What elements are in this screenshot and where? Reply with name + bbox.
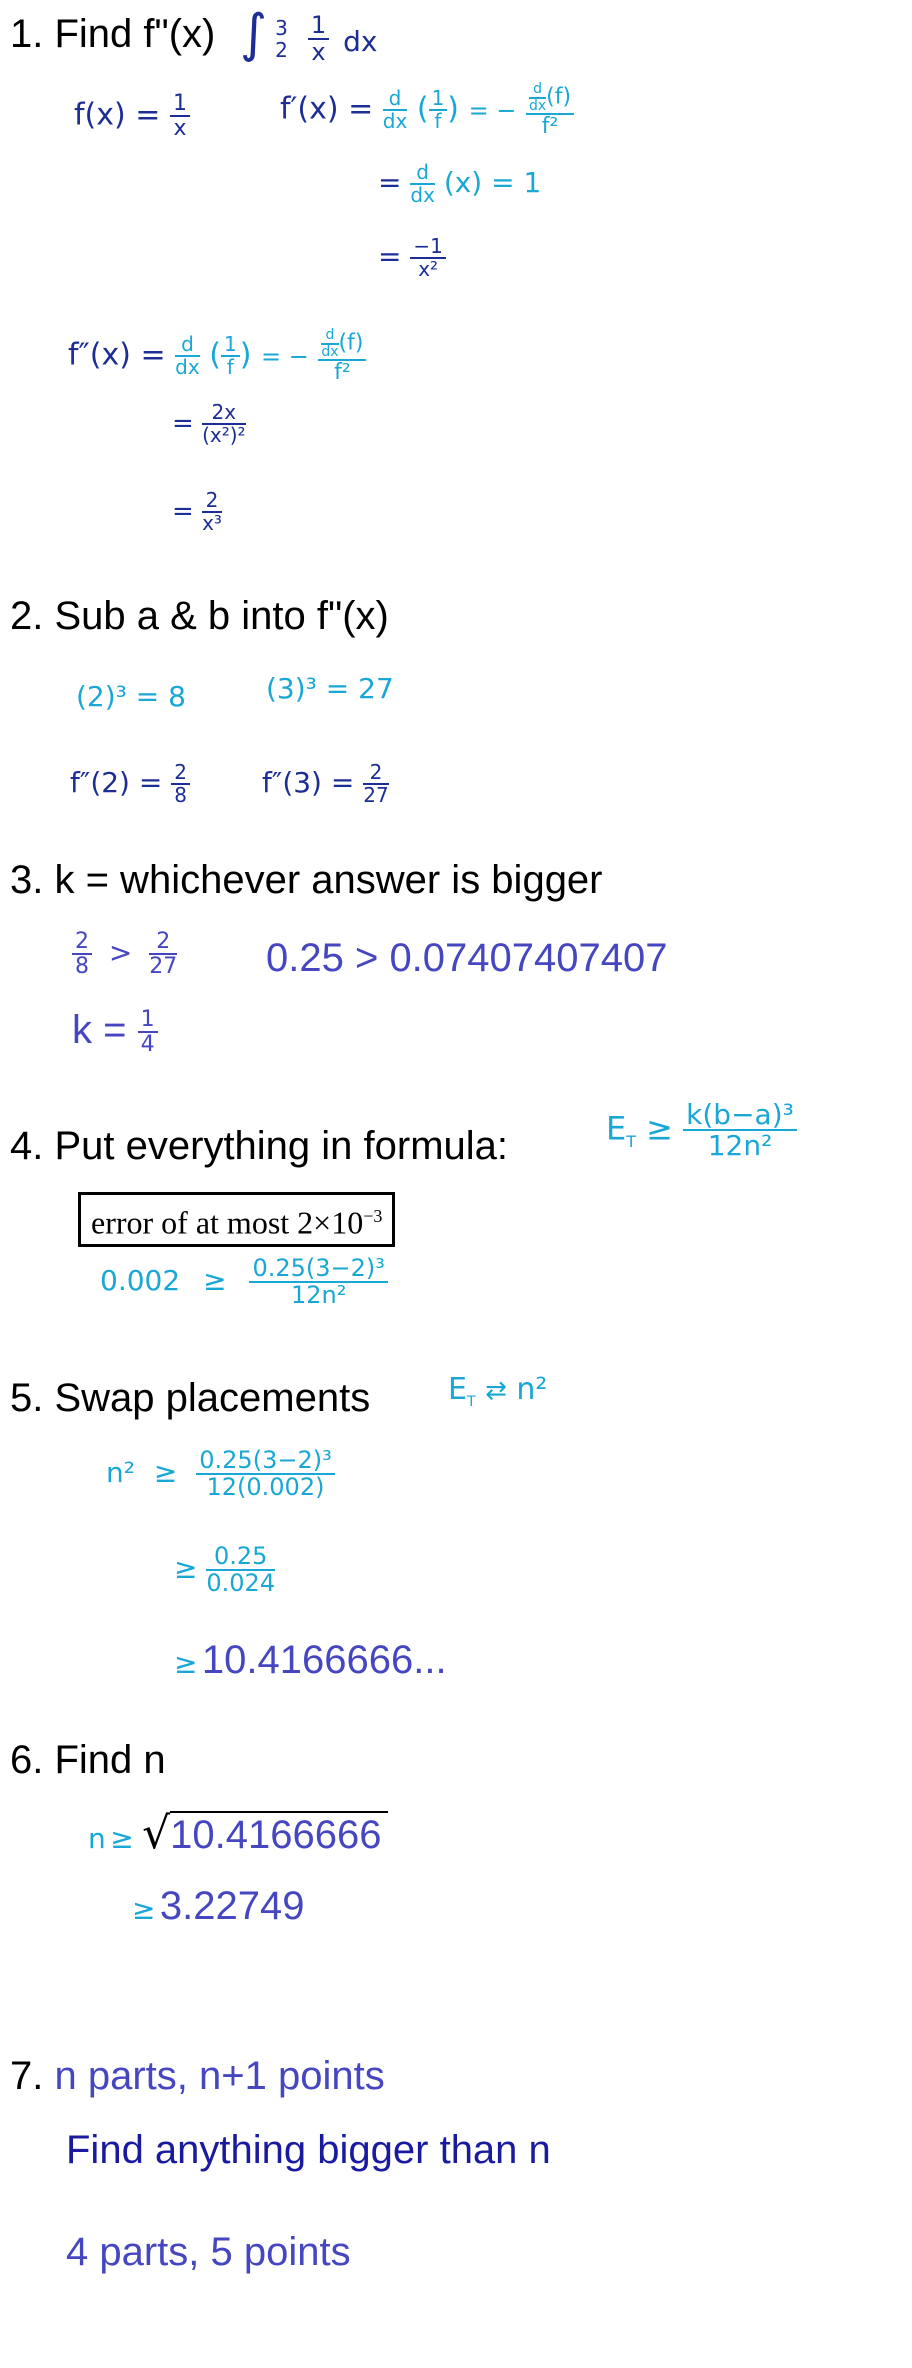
k-value: k = $\frac{1}{4}$ xyxy=(72,1008,158,1057)
radical-sign-icon: √ xyxy=(142,1808,171,1859)
error-bound-box: error of at most $2\times 10^{-3}$ xyxy=(78,1192,395,1247)
trapezoid-error-formula: $E_T$ ≥ $\frac{\text{k(b−a)³}}{\text{12n²}}$ xyxy=(606,1100,797,1161)
f-double-prime-b: f″(3) = $\frac{2}{27}$ xyxy=(262,760,389,807)
step1-heading: 1. Find f"(x) xyxy=(10,12,216,56)
step6-heading: 6. Find n xyxy=(10,1738,166,1782)
swap-line2: ≥ $\frac{0.25}{0.024}$ xyxy=(174,1542,276,1598)
step7-line3: 4 parts, 5 points xyxy=(66,2230,351,2274)
swap-line1: n² ≥ $\frac{\text{0.25(3−2)³}}{12(0.002)}$ xyxy=(106,1448,335,1500)
substituted-formula: 0.002 ≥ $\frac{\text{0.25(3−2)³}}{\text{12n²}}$ xyxy=(100,1256,388,1308)
second-derivative-line1: f″(x) = $\frac{d}{dx}$ ( $\frac{1}{f}$ ) = − $\frac{d}{dx}$ (f) f² xyxy=(68,328,366,384)
second-derivative-line2: = $\frac{2x}{\text{(x²)²}}$ xyxy=(172,400,246,447)
f-definition: f(x) = $\frac{1}{x}$ xyxy=(74,92,190,140)
swap-arrows-icon: ⇄ xyxy=(485,1376,507,1406)
second-derivative-line3: = $\frac{2}{\text{x³}}$ xyxy=(172,488,222,535)
fraction-comparison: $\frac{2}{8}$ > $\frac{2}{27}$ xyxy=(72,930,177,978)
step7-line2: Find anything bigger than n xyxy=(66,2128,551,2172)
cube-a: (2)³ = 8 xyxy=(76,680,186,713)
step7-heading: 7. n parts, n+1 points xyxy=(10,2054,385,2098)
step2-heading: 2. Sub a & b into f"(x) xyxy=(10,594,389,638)
first-derivative-line2: = $\frac{d}{dx}$ (x) = 1 xyxy=(378,160,542,207)
f-double-prime-a: f″(2) = $\frac{2}{8}$ xyxy=(70,762,190,806)
swap-line3: ≥ 10.4166666... xyxy=(174,1638,447,1682)
sqrt-result: ≥ 3.22749 xyxy=(132,1884,305,1928)
sqrt-line: n ≥ √10.4166666 xyxy=(88,1808,388,1859)
first-derivative-line3: = $\frac{-1}{\text{x²}}$ xyxy=(378,236,446,280)
step4-heading: 4. Put everything in formula: xyxy=(10,1124,509,1168)
swap-annotation: $E_T$ ⇄ n² xyxy=(448,1372,548,1410)
decimal-comparison: 0.25 > 0.07407407407 xyxy=(266,936,668,980)
step3-heading: 3. k = whichever answer is bigger xyxy=(10,858,603,902)
step5-heading: 5. Swap placements xyxy=(10,1376,371,1420)
step1-integral: ∫ 3 2 $\frac{1}{x}$ dx xyxy=(240,4,378,66)
cube-b: (3)³ = 27 xyxy=(266,672,394,705)
first-derivative-line1: f′(x) = $\frac{d}{dx}$ ( $\frac{1}{f}$ ) = − $\frac{d}{dx}$ (f) f² xyxy=(280,82,574,138)
